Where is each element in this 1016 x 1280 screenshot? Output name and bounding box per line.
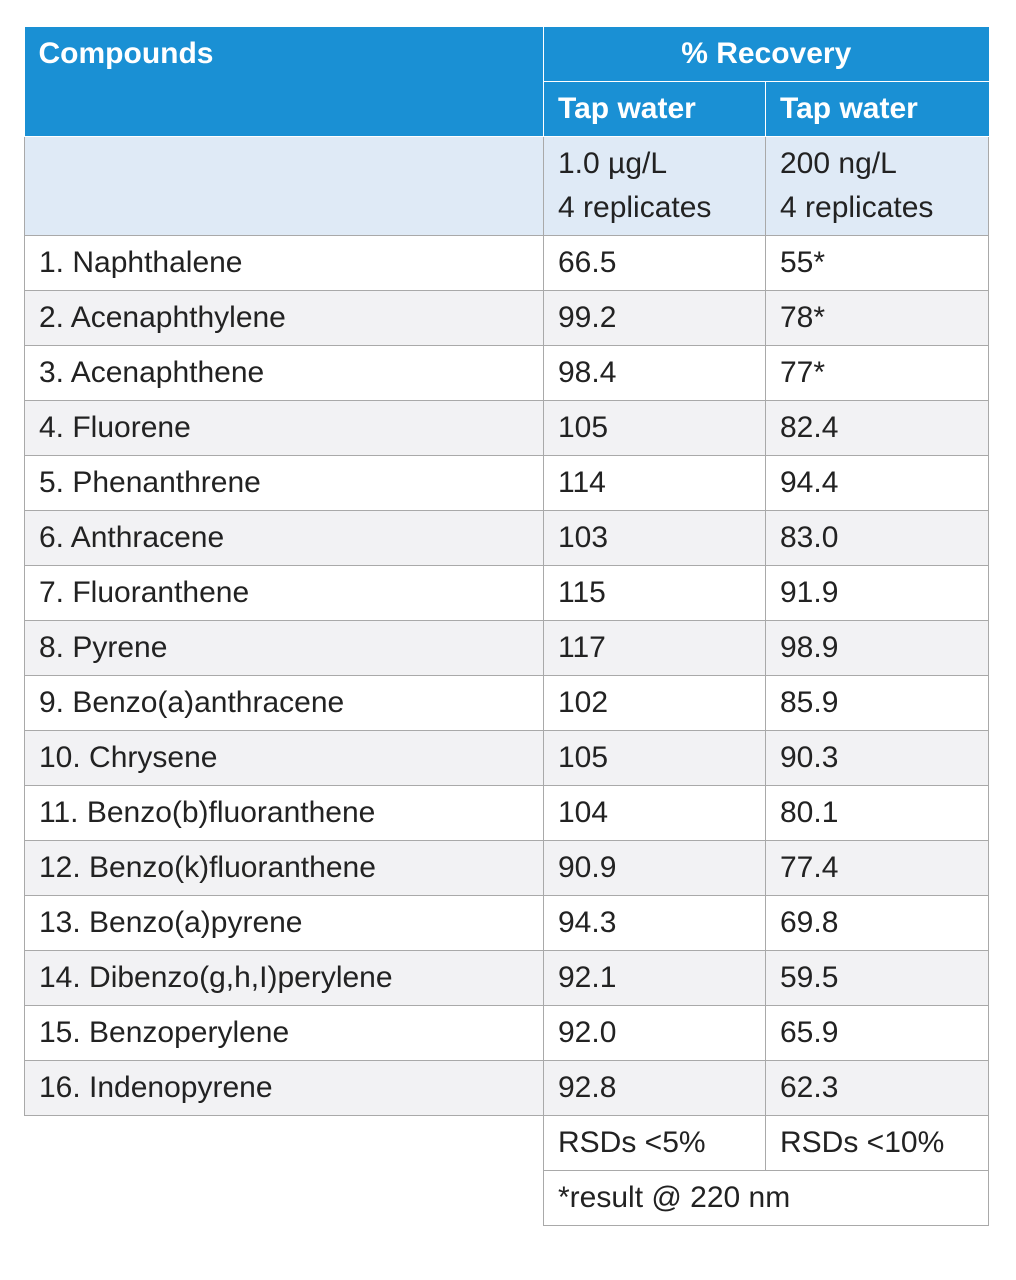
tap-water-header-2: Tap water <box>766 82 989 137</box>
recovery-200ng: 62.3 <box>766 1061 989 1116</box>
recovery-1ug: 115 <box>544 566 766 621</box>
replicates-1: 4 replicates <box>558 191 712 224</box>
recovery-1ug: 117 <box>544 621 766 676</box>
table-row <box>25 346 989 401</box>
recovery-1ug: 102 <box>544 676 766 731</box>
recovery-200ng: 59.5 <box>766 951 989 1006</box>
compound-name: 2. Acenaphthylene <box>25 291 544 346</box>
recovery-200ng: 85.9 <box>766 676 989 731</box>
recovery-200ng: 90.3 <box>766 731 989 786</box>
recovery-200ng: 83.0 <box>766 511 989 566</box>
note-row <box>25 1171 989 1226</box>
recovery-1ug: 104 <box>544 786 766 841</box>
table-row <box>25 786 989 841</box>
table-row <box>25 291 989 346</box>
footer-blank <box>25 1116 544 1171</box>
recovery-1ug: 105 <box>544 401 766 456</box>
compound-name: 14. Dibenzo(g,h,I)perylene <box>25 951 544 1006</box>
recovery-1ug: 98.4 <box>544 346 766 401</box>
compound-name: 1. Naphthalene <box>25 236 544 291</box>
recovery-1ug: 99.2 <box>544 291 766 346</box>
compound-name: 4. Fluorene <box>25 401 544 456</box>
recovery-200ng: 69.8 <box>766 896 989 951</box>
rsd-cell-1: RSDs <5% <box>544 1116 766 1171</box>
compounds-header: Compounds <box>25 27 544 137</box>
table-row <box>25 456 989 511</box>
recovery-1ug: 92.0 <box>544 1006 766 1061</box>
recovery-200ng: 80.1 <box>766 786 989 841</box>
recovery-200ng: 82.4 <box>766 401 989 456</box>
units-blank-cell <box>25 137 544 236</box>
table-row <box>25 566 989 621</box>
recovery-1ug: 92.8 <box>544 1061 766 1116</box>
compound-name: 16. Indenopyrene <box>25 1061 544 1116</box>
recovery-1ug: 105 <box>544 731 766 786</box>
table-row <box>25 731 989 786</box>
compound-name: 10. Chrysene <box>25 731 544 786</box>
rsd-row <box>25 1116 989 1171</box>
units-cell-1 <box>544 137 766 236</box>
compound-name: 15. Benzoperylene <box>25 1006 544 1061</box>
recovery-200ng: 78* <box>766 291 989 346</box>
table-row <box>25 511 989 566</box>
table-row <box>25 676 989 731</box>
recovery-1ug: 90.9 <box>544 841 766 896</box>
recovery-header: % Recovery <box>544 27 989 82</box>
table-body <box>25 137 989 236</box>
footer-blank-2 <box>25 1171 544 1226</box>
table-row <box>25 951 989 1006</box>
compound-name: 12. Benzo(k)fluoranthene <box>25 841 544 896</box>
recovery-1ug: 94.3 <box>544 896 766 951</box>
compound-name: 8. Pyrene <box>25 621 544 676</box>
data-rows <box>25 236 989 1116</box>
compound-name: 6. Anthracene <box>25 511 544 566</box>
table-row <box>25 236 989 291</box>
table-row <box>25 621 989 676</box>
recovery-200ng: 91.9 <box>766 566 989 621</box>
recovery-200ng: 65.9 <box>766 1006 989 1061</box>
recovery-200ng: 98.9 <box>766 621 989 676</box>
units-cell-2 <box>766 137 989 236</box>
compound-name: 3. Acenaphthene <box>25 346 544 401</box>
compound-name: 11. Benzo(b)fluoranthene <box>25 786 544 841</box>
recovery-200ng: 55* <box>766 236 989 291</box>
concentration-1: 1.0 µg/L <box>558 147 668 180</box>
compound-name: 7. Fluoranthene <box>25 566 544 621</box>
rsd-cell-2: RSDs <10% <box>766 1116 989 1171</box>
compound-name: 5. Phenanthrene <box>25 456 544 511</box>
recovery-200ng: 77.4 <box>766 841 989 896</box>
recovery-1ug: 92.1 <box>544 951 766 1006</box>
recovery-1ug: 66.5 <box>544 236 766 291</box>
compound-name: 9. Benzo(a)anthracene <box>25 676 544 731</box>
footnote: *result @ 220 nm <box>544 1171 989 1226</box>
units-row <box>25 137 989 236</box>
recovery-1ug: 103 <box>544 511 766 566</box>
recovery-200ng: 94.4 <box>766 456 989 511</box>
replicates-2: 4 replicates <box>780 191 934 224</box>
concentration-2: 200 ng/L <box>780 147 897 180</box>
recovery-200ng: 77* <box>766 346 989 401</box>
table-row <box>25 841 989 896</box>
tap-water-header-1: Tap water <box>544 82 766 137</box>
compound-name: 13. Benzo(a)pyrene <box>25 896 544 951</box>
table-row <box>25 401 989 456</box>
table-row <box>25 1061 989 1116</box>
recovery-table <box>24 27 989 1226</box>
recovery-1ug: 114 <box>544 456 766 511</box>
table-row <box>25 896 989 951</box>
header-row-1 <box>25 27 989 82</box>
table-row <box>25 1006 989 1061</box>
